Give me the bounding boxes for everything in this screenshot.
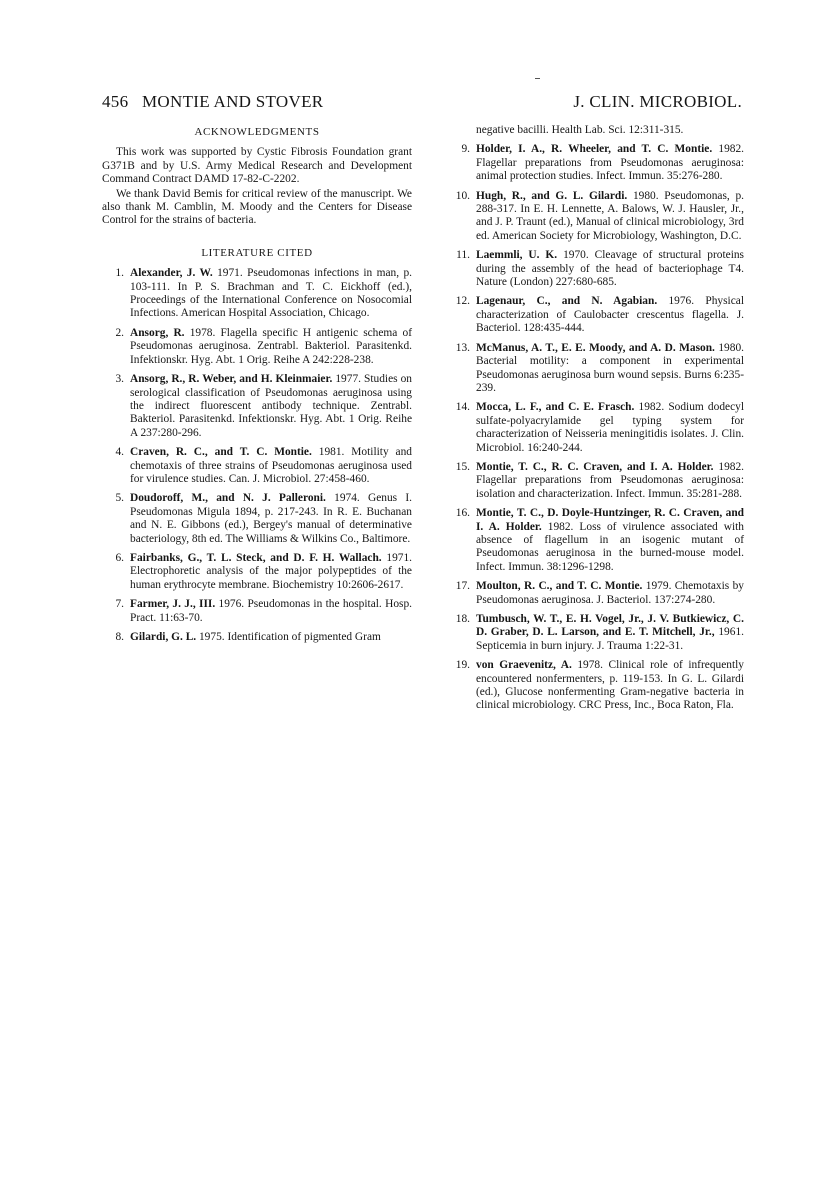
- reference-authors: Mocca, L. F., and C. E. Frasch.: [476, 401, 635, 414]
- scan-mark: [535, 78, 540, 79]
- reference-item: [448, 249, 744, 289]
- reference-authors: Montie, T. C., D. Doyle-Huntzinger, R. C. Craven, and I. A. Holder.: [476, 507, 744, 533]
- reference-authors: Holder, I. A., R. Wheeler, and T. C. Montie.: [476, 143, 713, 156]
- reference-body: [130, 446, 412, 486]
- reference-body: [476, 249, 744, 289]
- reference-text: 1970. Cleavage of structural proteins during the assembly of the head of bacteriophage T4. Nature (London) 227:680-685.: [476, 249, 744, 289]
- reference-number: 10.: [455, 189, 470, 202]
- reference-text: 1971. Pseudomonas infections in man, p. 103-111. In P. S. Brachman and T. C. Eickhoff (ed.), Proceedings of the International Conference on Nosocomial Infections. American Hospital Association, Chicago.: [130, 267, 412, 320]
- reference-body: [130, 373, 412, 440]
- reference-text: 1982. Loss of virulence associated with absence of flagellum in an isogenic mutant of Pseudomonas aeruginosa in the burned-mouse model. Infect. Immun. 38:1296-1298.: [476, 520, 744, 573]
- reference-text: 1981. Motility and chemotaxis of three strains of Pseudomonas aeruginosa used for virulence studies. Can. J. Microbiol. 27:458-460.: [130, 446, 412, 485]
- reference-text: 1978. Flagella specific H antigenic schema of Pseudomonas aeruginosa. Zentrabl. Bakteriol. Parasitenkd. Infektionskr. Hyg. Abt. 1 Orig. Reihe A 242:228-238.: [130, 326, 412, 366]
- reference-body: [130, 552, 412, 592]
- reference-text: 1971. Electrophoretic analysis of the major polypeptides of the human erythrocyte membrane. Biochemistry 10:2606-2617.: [130, 551, 412, 591]
- literature-heading: LITERATURE CITED: [201, 246, 313, 259]
- reference-text: 1982. Flagellar preparations from Pseudomonas aeruginosa: isolation and characterization. Infect. Immun. 35:281-288.: [476, 460, 745, 500]
- right-column: [448, 124, 744, 719]
- reference-authors: Laemmli, U. K.: [476, 249, 558, 262]
- section-gap: [102, 229, 412, 245]
- reference-authors: Craven, R. C., and T. C. Montie.: [130, 446, 312, 459]
- reference-text: 1979. Chemotaxis by Pseudomonas aeruginosa. J. Bacteriol. 137:274-280.: [476, 580, 744, 606]
- reference-number: 16.: [455, 507, 470, 520]
- reference-item: [448, 401, 744, 455]
- reference-body: [130, 267, 412, 321]
- left-column: [102, 124, 412, 650]
- reference-authors: Ansorg, R., R. Weber, and H. Kleinmaier.: [130, 373, 333, 386]
- reference-body: [130, 327, 412, 367]
- reference-number: 19.: [455, 659, 470, 672]
- reference-text: 1974. Genus I. Pseudomonas Migula 1894, p. 217-243. In R. E. Buchanan and N. E. Gibbons (ed.), Bergey's manual of determinative bacteriology, 8th ed. The Williams & Wilkins Co., Baltimore.: [130, 492, 412, 545]
- reference-body: [130, 598, 412, 625]
- reference-authors: McManus, A. T., E. E. Moody, and A. D. Mason.: [476, 341, 715, 354]
- reference-authors: Ansorg, R.: [130, 326, 185, 339]
- reference-number: 14.: [455, 401, 470, 414]
- reference-number: 7.: [115, 598, 124, 611]
- reference-item: [102, 631, 412, 644]
- reference-number: 15.: [455, 460, 470, 473]
- reference-body: [476, 342, 744, 396]
- reference-item: [448, 461, 744, 501]
- reference-body: [476, 401, 744, 455]
- page-header: [102, 92, 742, 116]
- reference-number: 11.: [456, 249, 470, 262]
- journal-name: J. CLIN. MICROBIOL.: [573, 92, 742, 111]
- acknowledgments-heading: ACKNOWLEDGMENTS: [194, 126, 320, 138]
- reference-list-right: [448, 143, 744, 712]
- reference-item: [448, 342, 744, 396]
- reference-authors: Tumbusch, W. T., E. H. Vogel, Jr., J. V. Butkiewicz, C. D. Graber, D. L. Larson, and E. T. Mitchell, Jr.,: [476, 613, 744, 639]
- reference-item: [448, 659, 744, 713]
- reference-number: 17.: [455, 580, 470, 593]
- reference-text: 1976. Physical characterization of Caulobacter crescentus flagella. J. Bacteriol. 128:435-444.: [476, 295, 744, 335]
- reference-number: 8.: [115, 631, 124, 643]
- reference-number: 18.: [455, 613, 470, 625]
- reference-number: 4.: [115, 446, 124, 459]
- reference-item: [102, 598, 412, 625]
- reference-text: 1980. Bacterial motility: a component in experimental Pseudomonas aeruginosa burn wound sepsis. Burns 6:235-239.: [476, 341, 744, 394]
- reference-list-left: [102, 267, 412, 644]
- reference-authors: Moulton, R. C., and T. C. Montie.: [476, 580, 643, 593]
- reference-item: [448, 580, 744, 607]
- reference-number: 6.: [115, 551, 124, 564]
- running-authors: MONTIE AND STOVER: [142, 92, 324, 111]
- reference-text: 1975. Identification of pigmented Gram: [196, 631, 381, 643]
- reference-body: [476, 143, 744, 183]
- reference-body: [476, 659, 744, 713]
- reference-text: 1978. Clinical role of infrequently encountered nonfermenters, p. 119-153. In G. L. Gilardi (ed.), Glucose nonfermenting Gram-negative bacteria in clinical microbiology. CRC Press, Inc., Boca Raton, Fla.: [476, 659, 744, 712]
- reference-item: [448, 143, 744, 183]
- reference-text: 1976. Pseudomonas in the hospital. Hosp. Pract. 11:63-70.: [130, 598, 412, 624]
- reference-body: [476, 507, 744, 574]
- acknowledgments-paragraph: We thank David Bemis for critical review of the manuscript. We also thank M. Camblin, M. Moody and the Centers for Disease Control for the strains of bacteria.: [102, 187, 412, 227]
- reference-number: 5.: [115, 492, 124, 505]
- reference-item: [102, 492, 412, 546]
- reference-item: [102, 267, 412, 321]
- reference-authors: Fairbanks, G., T. L. Steck, and D. F. H. Wallach.: [130, 551, 382, 564]
- reference-text: 1977. Studies on serological classification of Pseudomonas aeruginosa using the indirect fluorescent antibody technique. Zentrabl. Bakteriol. Parasitenkd. Infektionskr. Hyg. Abt. 1 Orig. Reihe A 237:280-296.: [130, 373, 412, 439]
- page-number: 456: [102, 92, 129, 111]
- reference-authors: von Graevenitz, A.: [476, 659, 572, 672]
- reference-continuation: negative bacilli. Health Lab. Sci. 12:311-315.: [476, 124, 684, 136]
- reference-item: [448, 295, 744, 335]
- reference-item: [102, 552, 412, 592]
- reference-text: 1961. Septicemia in burn injury. J. Trauma 1:22-31.: [476, 626, 744, 652]
- reference-number: 2.: [115, 326, 124, 339]
- reference-number: 12.: [455, 295, 470, 308]
- reference-authors: Alexander, J. W.: [130, 267, 213, 280]
- reference-body: [130, 631, 412, 644]
- reference-authors: Doudoroff, M., and N. J. Palleroni.: [130, 492, 326, 505]
- reference-item: [448, 507, 744, 574]
- reference-item: [102, 373, 412, 440]
- reference-body: [476, 295, 744, 335]
- reference-text: 1982. Sodium dodecyl sulfate-polyacrylamide gel typing system for characterization of Neisseria meningitidis isolates. J. Clin. Microbiol. 16:240-244.: [476, 401, 744, 454]
- reference-authors: Hugh, R., and G. L. Gilardi.: [476, 189, 628, 202]
- reference-authors: Gilardi, G. L.: [130, 631, 197, 643]
- reference-authors: Farmer, J. J., III.: [130, 598, 216, 611]
- reference-item: [448, 190, 744, 244]
- reference-body: [476, 613, 744, 653]
- reference-number: 3.: [115, 373, 124, 386]
- reference-body: [476, 580, 744, 607]
- reference-authors: Lagenaur, C., and N. Agabian.: [476, 295, 658, 308]
- reference-item: [102, 327, 412, 367]
- reference-body: [130, 492, 412, 546]
- reference-body: [476, 190, 744, 244]
- reference-item: [102, 446, 412, 486]
- reference-number: 9.: [461, 143, 470, 156]
- reference-authors: Montie, T. C., R. C. Craven, and I. A. Holder.: [476, 460, 714, 473]
- reference-item: [448, 613, 744, 653]
- reference-number: 13.: [455, 341, 470, 354]
- reference-body: [476, 461, 744, 501]
- acknowledgments-paragraph: This work was supported by Cystic Fibrosis Foundation grant G371B and by U.S. Army Medical Research and Development Command Contract DAMD 17-82-C-2202.: [102, 146, 412, 186]
- reference-number: 1.: [115, 267, 124, 280]
- reference-text: 1980. Pseudomonas, p. 288-317. In E. H. Lennette, A. Balows, W. J. Hausler, Jr., and J. P. Traunt (ed.), Manual of clinical microbiology, 3rd ed. American Society for Microbiology, Washington, D.C.: [476, 189, 744, 242]
- reference-text: 1982. Flagellar preparations from Pseudomonas aeruginosa: animal protection studies. Infect. Immun. 35:276-280.: [476, 143, 745, 183]
